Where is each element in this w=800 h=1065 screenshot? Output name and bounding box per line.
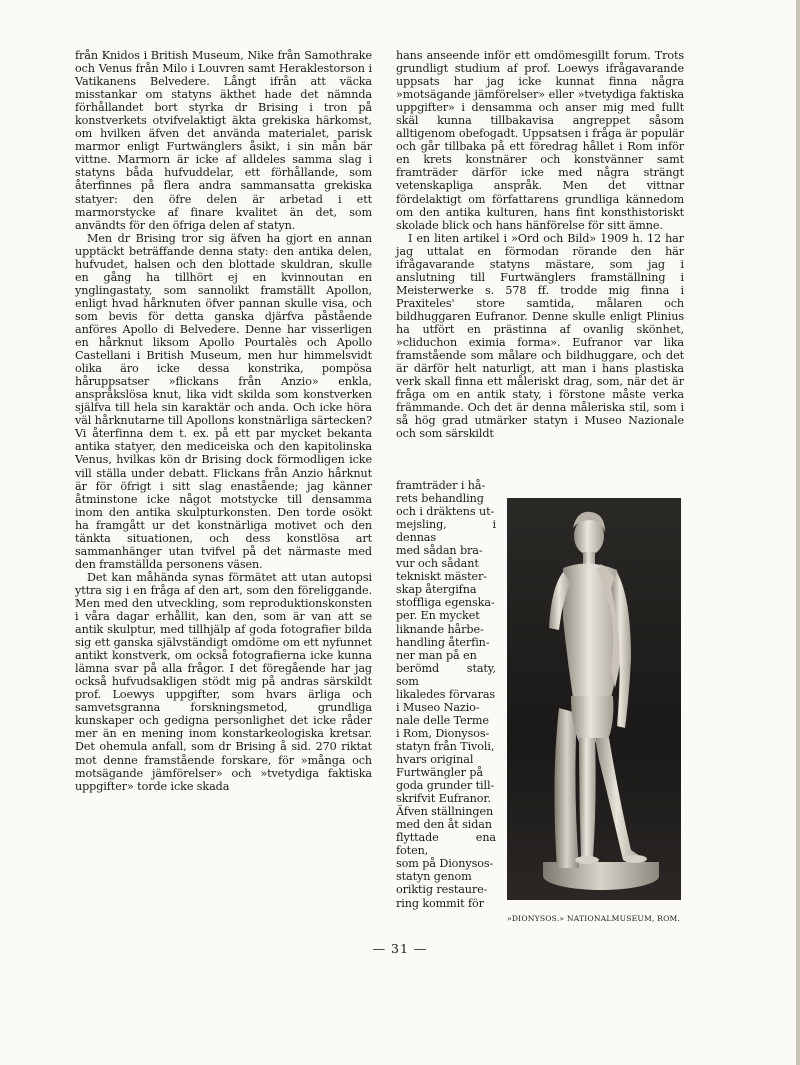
wrap-line: statyn genom bbox=[396, 870, 472, 884]
wrap-line: Äfven ställningen bbox=[396, 805, 494, 819]
wrap-line: Furtwängler på bbox=[396, 766, 483, 780]
wrap-line: tekniskt mäster- bbox=[396, 570, 487, 584]
wrap-line: med den åt sidan bbox=[396, 818, 492, 832]
wrap-line: skap återgifna bbox=[396, 583, 477, 597]
figure-caption: »DIONYSOS.» NATIONALMUSEUM, ROM. bbox=[507, 914, 681, 923]
wrap-line: berömd staty, som bbox=[396, 661, 496, 688]
right-text-column bbox=[396, 49, 684, 910]
wrap-line: handling återfin- bbox=[396, 635, 490, 649]
wrap-line: per. En mycket bbox=[396, 609, 480, 623]
dionysos-statue-photo bbox=[507, 498, 681, 900]
wrap-line: som på Dionysos- bbox=[396, 857, 494, 871]
page-edge-shadow bbox=[796, 0, 800, 1065]
wrap-line: goda grunder till- bbox=[396, 779, 495, 793]
wrap-line: och i dräktens ut- bbox=[396, 505, 495, 519]
paragraph: Men dr Brising tror sig äfven ha gjort en annan upptäckt beträffande denna staty: den antika delen, hufvudet, halsen och den blottade skuldran, skulle en gång ha tillhört ej en kvinnoutan en ynglingastaty, som sannolikt framställt Apollon, enligt hvad hårknuten öfver pannan skulle visa, och som bevis för detta ganska djärfva påstående anföres Apollo di Belvedere. Denne har visserligen en hårknut liksom Apollo Pourtalès och Apollo Castellani i British Museum, men hur himmelsvidt olika äro icke dessa konstrika, pompösa håruppsatser »flickans från Anzio» enkla, anspråkslösa knut, lika vidt skilda som konstverken själfva till hela sin karaktär och anda. Och icke höra väl hårknutarne till Apollons konstnärliga särtecken? Vi återfinna dem t. ex. på ett par mycket bekanta antika statyer, den mediceiska och den kapitolinska Venus, hvilkas kön dr Brising dock förmodligen icke vill ställa under debatt. Flickans från Anzio hårknut är för öfrigt i sitt slag enastående; jag känner åtminstone icke något motstycke till densamma inom den antika skulpturkonsten. Den torde osökt ha framgått ur det konstnärliga motivet och den tänkta situationen, och dess konstlösa art sammanhänger utan tvifvel på det närmaste med den framställda personens väsen. bbox=[75, 231, 372, 571]
wrap-line: vur och sådant bbox=[396, 557, 479, 571]
wrap-line: i Rom, Dionysos- bbox=[396, 726, 490, 740]
paragraph: Det kan måhända synas förmätet att utan autopsi yttra sig i en fråga af den art, som den föreliggande. Men med den utveckling, som reproduktionskonsten i våra dagar erhållit, kan den, som är van att se antik skulptur, med tillhjälp af goda fotografier bilda sig ett ganska självständigt omdöme om ett nyfunnet antikt konstverk, om också fotografierna icke kunna lämna svar på alla frågor. I det föregående har jag också hufvudsakligen stödt mig på andras särskildt prof. Loewys uppgifter, som hvars ärliga och samvetsgranna forskningsmetod, grundliga kunskaper och gedigna personlighet det icke råder mer än en mening inom konstarkeologiska kretsar. Det ohemula anfall, som dr Brising å sid. 270 riktat mot denne framstående forskare, för »många och motsägande jämförelser» och »tvetydiga faktiska uppgifter» torde icke skada bbox=[75, 570, 372, 793]
wrap-line: statyn från Tivoli, bbox=[396, 739, 495, 753]
wrap-line: hvars original bbox=[396, 752, 474, 766]
wrap-line: med sådan bra- bbox=[396, 544, 483, 558]
paragraph: från Knidos i British Museum, Nike från Samothrake och Venus från Milo i Louvren samt Heraklestorson i Vatikanens Belvedere. Långt ifrån att väcka misstankar om statyns äkthet hade det nämnda förhållandet bort styrka dr Brising i tron på konstverkets otvifvelaktigt äkta grekiska härkomst, om hvilken äfven det använda materialet, parisk marmor enligt Furtwänglers åsikt, i sin mån bär vittne. Marmorn är icke af alldeles samma slag i statyns båda hufvuddelar, ett förhållande, som återfinnes på flera andra sammansatta grekiska statyer: den öfre delen är arbetad i ett marmorstycke af finare kvalitet än det, som användts för den öfriga delen af statyn. bbox=[75, 49, 372, 232]
wrap-line: i Museo Nazio- bbox=[396, 700, 480, 714]
wrap-line: mejsling, i dennas bbox=[396, 518, 496, 545]
wrap-line: liknande hårbe- bbox=[396, 622, 484, 636]
wrap-line: skrifvit Eufranor. bbox=[396, 792, 491, 806]
wrap-line: ring kommit för bbox=[396, 896, 484, 910]
statue-illustration bbox=[507, 498, 681, 900]
wrap-line: rets behandling bbox=[396, 492, 484, 506]
left-text-column bbox=[75, 49, 372, 793]
wrap-line: flyttade ena foten, bbox=[396, 831, 496, 858]
wrap-line: likaledes förvaras bbox=[396, 687, 496, 701]
paragraph: hans anseende inför ett omdömesgillt forum. Trots grundligt studium af prof. Loewys ifrågavarande uppsats har jag icke kunnat finna några »motsägande jämförelser» eller »tvetydiga faktiska uppgifter» i densamma och anser mig med fullt skäl kunna tillbakavisa angreppet såsom alltigenom obefogadt. Uppsatsen i fråga är populär och går tillbaka på ett föredrag hållet i Rom inför en krets konstnärer och konstvänner samt framträder därför icke med några strängt vetenskapliga anspråk. Men det vittnar fördelaktigt om författarens grundliga kännedom om den antika kulturen, hans fint konsthistoriskt skolade blick och hans hänförelse för sitt ämne. bbox=[396, 49, 684, 232]
wrap-line: stoffliga egenska- bbox=[396, 596, 495, 610]
wrap-line: nale delle Terme bbox=[396, 713, 489, 727]
paragraph: I en liten artikel i »Ord och Bild» 1909 h. 12 har jag uttalat en förmodan rörande den här ifrågavarande statyns mästare, som jag i anslutning till Furtwänglers framställning i Meisterwerke s. 578 ff. trodde mig finna i Praxiteles' store samtida, målaren och bildhuggaren Eufranor. Denne skulle enligt Plinius ha utfört en prästinna af ovanlig skönhet, »cliduchon eximia forma». Eufranor var lika framstående som målare och bildhuggare, och det är därför helt naturligt, att man i hans plastiska verk skall finna ett måleriskt drag, som, när det är fråga om en antik staty, i förstone måste verka främmande. Och det är denna måleriska stil, som i så hög grad utmärker statyn i Museo Nazionale och som särskildt bbox=[396, 231, 684, 441]
figure-wrap-text bbox=[396, 479, 496, 910]
page-number: — 31 — bbox=[372, 941, 428, 956]
wrap-line: oriktig restaure- bbox=[396, 883, 488, 897]
wrap-line: framträder i hå- bbox=[396, 479, 486, 492]
wrap-line: ner man på en bbox=[396, 648, 477, 662]
